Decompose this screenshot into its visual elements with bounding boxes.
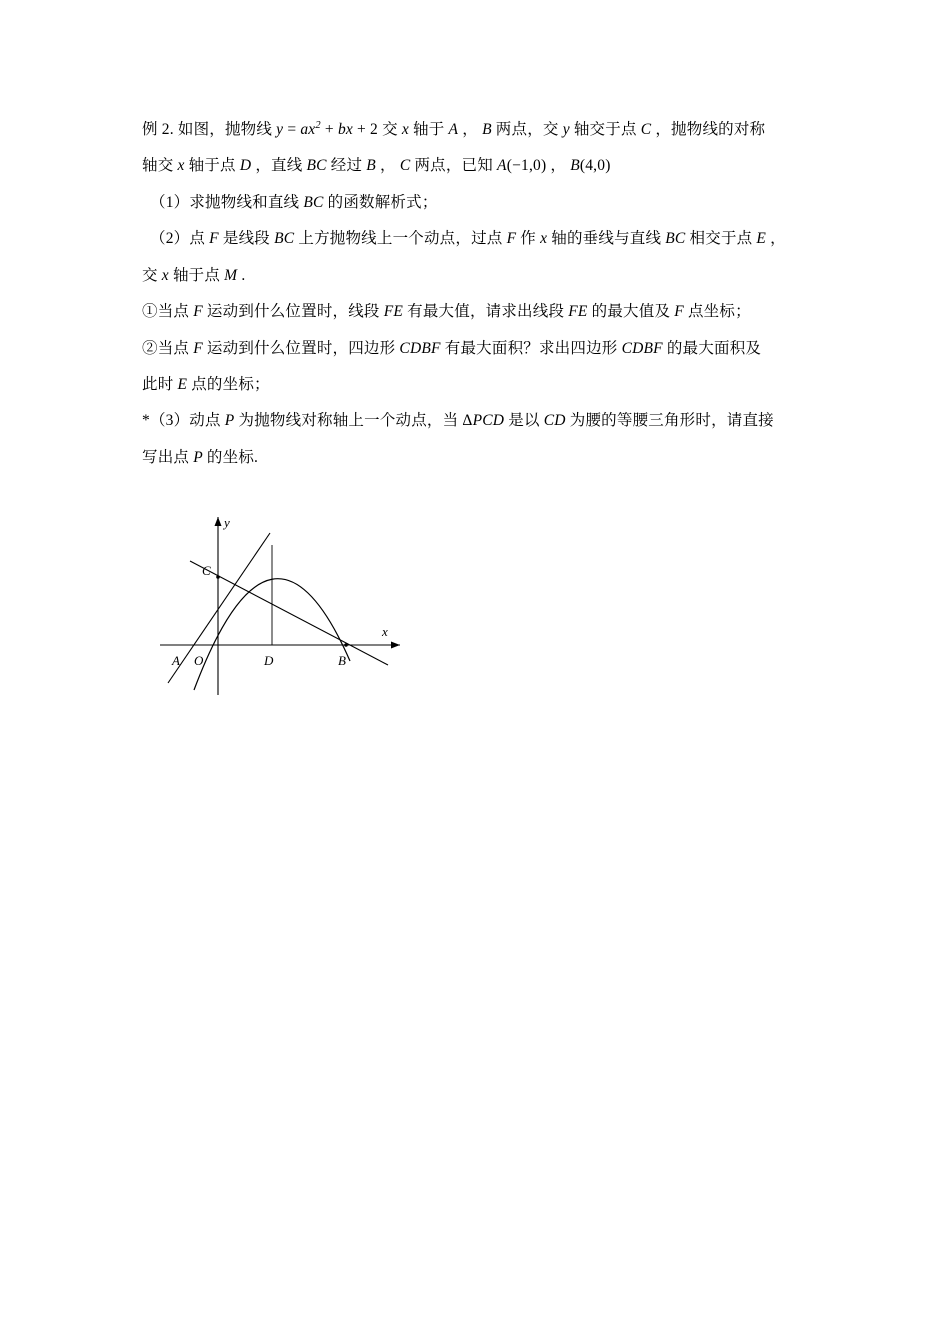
question-2-sub-1-text: ①当点 F 运动到什么位置时，线段 FE 有最大值，请求出线段 FE 的最大值及 F 点坐标； bbox=[142, 303, 751, 321]
question-2-text: （2）点 F 是线段 BC 上方抛物线上一个动点，过点 F 作 x 轴的垂线与直线 BC 相交于点 E ， bbox=[150, 230, 786, 248]
label-point-b: B bbox=[338, 653, 346, 668]
question-2-cont bbox=[142, 258, 814, 294]
problem-line-1 bbox=[142, 112, 814, 148]
problem-line-2 bbox=[142, 148, 814, 184]
problem-line-2-text: 轴交 x 轴于点 D ，直线 BC 经过 B ， C 两点，已知 A(−1,0) ， B(4,0) bbox=[142, 157, 611, 175]
label-origin-o: O bbox=[194, 653, 204, 668]
question-2-sub-2-text: ②当点 F 运动到什么位置时，四边形 CDBF 有最大面积？求出四边形 CDBF 的最大面积及 bbox=[142, 339, 762, 357]
label-y-axis: y bbox=[224, 515, 230, 530]
question-1 bbox=[142, 185, 814, 221]
question-2 bbox=[142, 221, 814, 257]
question-1-text: （1）求抛物线和直线 BC 的函数解析式； bbox=[150, 193, 438, 211]
problem-line-1-rest: 交 x 轴于 A ， B 两点，交 y 轴交于点 C ，抛物线的对称 bbox=[382, 121, 766, 138]
problem-text-block bbox=[142, 112, 814, 476]
question-2-sub-2-cont bbox=[142, 367, 814, 403]
equation-main: $y = ax^2$ + bx + 2 bbox=[276, 119, 379, 138]
line-ac-extended bbox=[168, 533, 270, 683]
point-b-marker bbox=[344, 643, 348, 647]
label-point-c: C bbox=[202, 563, 211, 578]
question-3 bbox=[142, 403, 814, 439]
label-x-axis: x bbox=[382, 624, 388, 639]
problem-label: 例 2. 如图，抛物线 bbox=[142, 121, 273, 138]
question-2-sub-2-cont-text: 此时 E 点的坐标； bbox=[142, 375, 270, 393]
question-3-cont bbox=[142, 440, 814, 476]
x-axis-arrow bbox=[391, 642, 400, 649]
label-point-d: D bbox=[264, 653, 274, 668]
question-2-cont-text: 交 x 轴于点 M . bbox=[142, 266, 246, 284]
coordinate-figure bbox=[150, 505, 470, 705]
question-2-sub-2 bbox=[142, 331, 814, 367]
question-3-text: *（3）动点 P 为抛物线对称轴上一个动点，当 ΔPCD 是以 CD 为腰的等腰三角形时，请直接 bbox=[142, 412, 774, 430]
question-2-sub-1 bbox=[142, 294, 814, 330]
point-c-marker bbox=[216, 575, 220, 579]
label-point-a: A bbox=[172, 653, 180, 668]
question-3-cont-text: 写出点 P 的坐标. bbox=[142, 448, 259, 466]
y-axis-arrow bbox=[215, 517, 222, 526]
